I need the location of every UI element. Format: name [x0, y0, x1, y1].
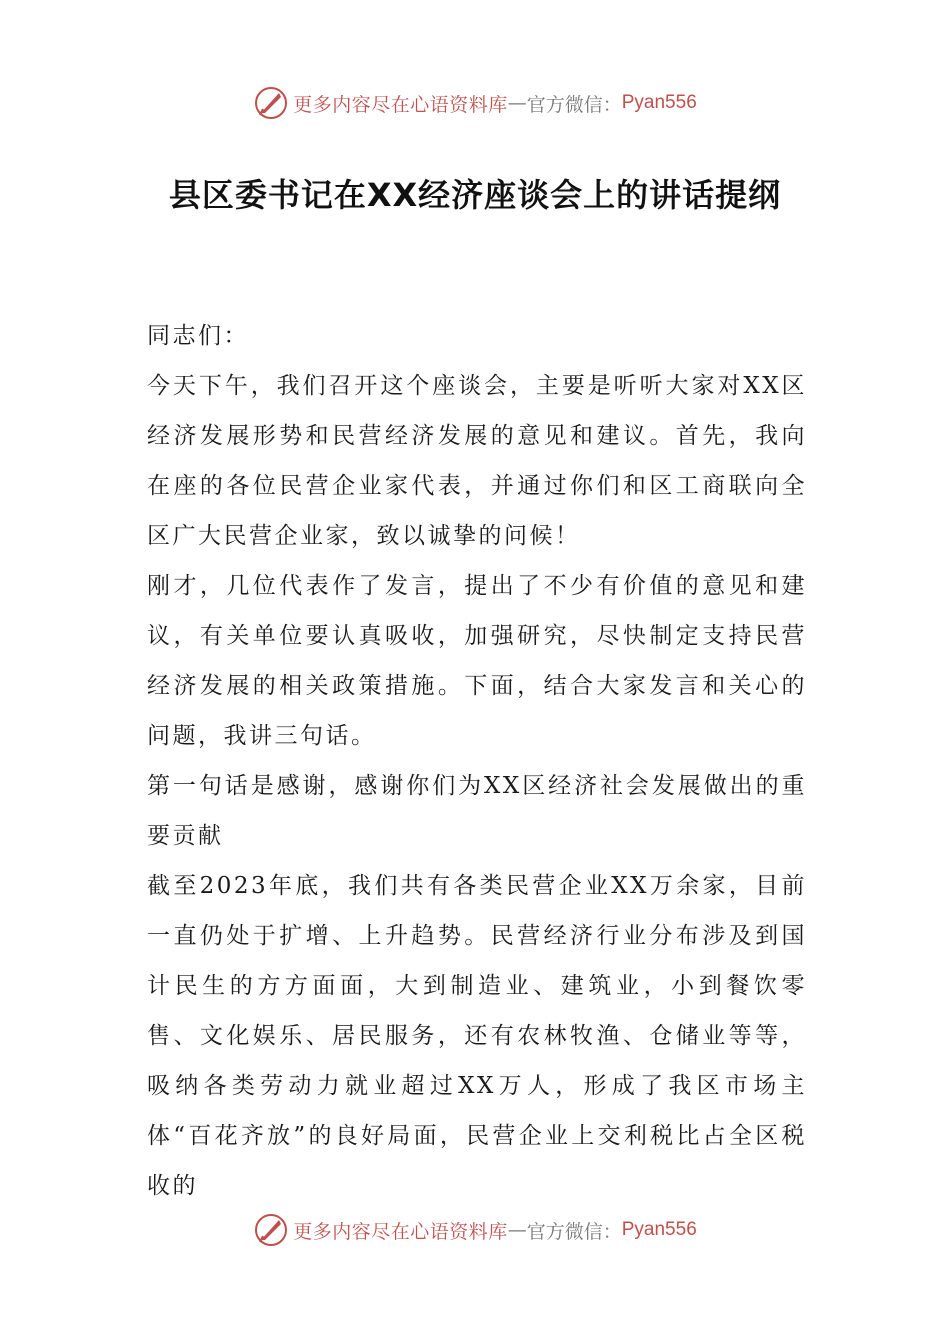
watermark-site-text: 更多内容尽在心语资料库 [293, 93, 508, 116]
watermark-dash: — [507, 92, 527, 114]
quill-logo-icon [253, 85, 289, 121]
paragraph-transition: 刚才，几位代表作了发言，提出了不少有价值的意见和建议，有关单位要认真吸收，加强研究，尽快制定支持民营经济发展的相关政策措施。下面，结合大家发言和关心的问题，我讲三句话。 [147, 573, 807, 749]
document-body [147, 311, 807, 1211]
footer-watermark [0, 1210, 950, 1250]
document-title: 县区委书记在XX经济座谈会上的讲话提纲 [168, 176, 782, 214]
paragraph-statistics: 截至2023年底，我们共有各类民营企业XX万余家，目前一直仍处于扩增、上升趋势。民营经济行业分布涉及到国计民生的方方面面，大到制造业、建筑业，小到餐饮零售、文化娱乐、居民服务，还有农林牧渔、仓储业等等，吸纳各类劳动力就业超过XX万人，形成了我区市场主体“百花齐放”的良好局面，民营企业上交利税比占全区税收的 [147, 873, 807, 1199]
watermark-wechat-id: Pyan556 [621, 1219, 697, 1240]
header-watermark [0, 83, 950, 123]
watermark-site-text: 更多内容尽在心语资料库 [293, 1220, 508, 1243]
watermark-wechat-label: 官方微信： [526, 1220, 622, 1243]
watermark-wechat-id: Pyan556 [621, 92, 697, 113]
quill-logo-icon [253, 1212, 289, 1248]
paragraph-salutation: 同志们： [147, 323, 249, 349]
watermark-wechat-label: 官方微信： [526, 93, 622, 116]
watermark-dash: — [507, 1219, 527, 1241]
paragraph-intro: 今天下午，我们召开这个座谈会，主要是听听大家对XX区经济发展形势和民营经济发展的意见和建议。首先，我向在座的各位民营企业家代表，并通过你们和区工商联向全区广大民营企业家，致以诚挚的问候！ [147, 373, 807, 549]
paragraph-section-heading: 第一句话是感谢，感谢你们为XX区经济社会发展做出的重要贡献 [147, 773, 807, 849]
